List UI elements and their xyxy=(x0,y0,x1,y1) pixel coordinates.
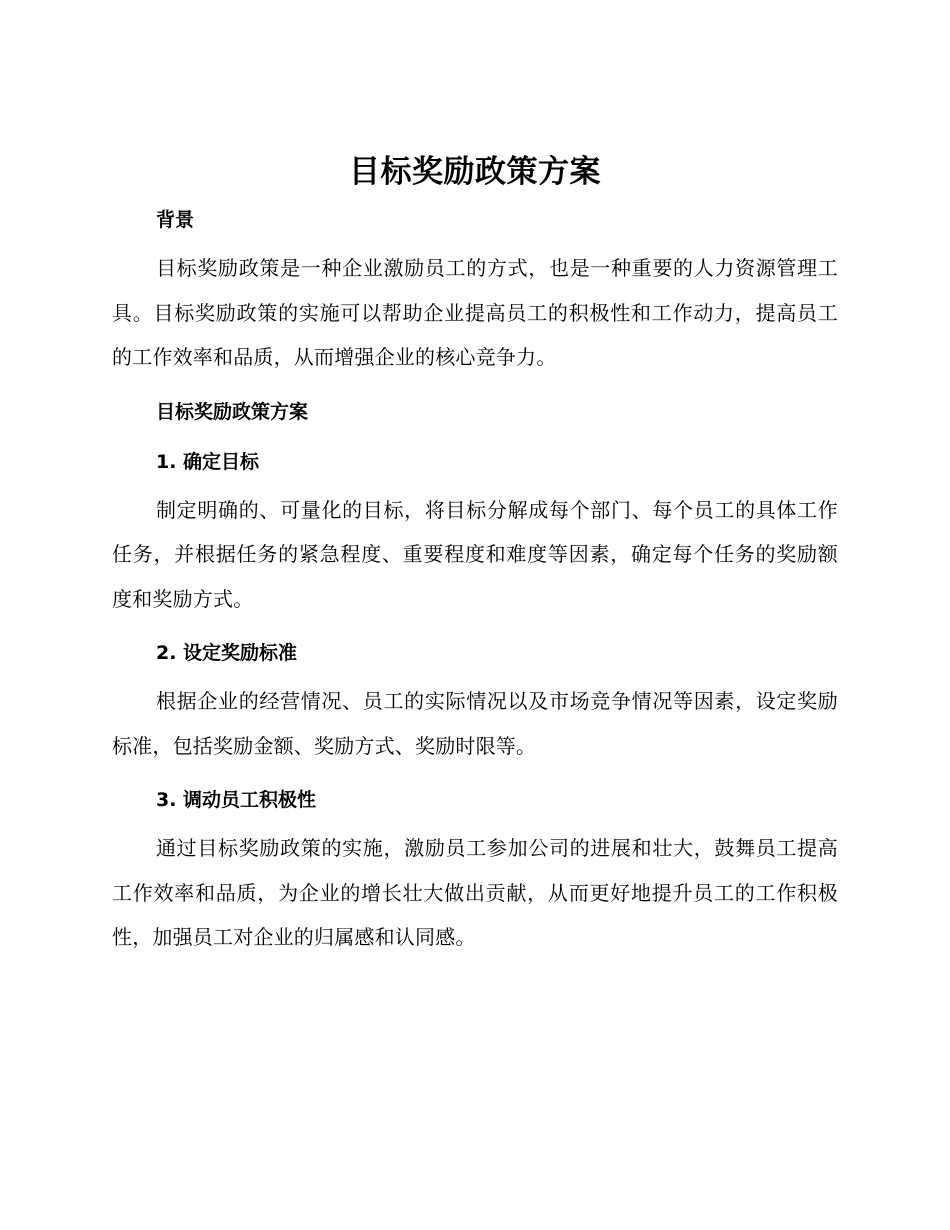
section-heading-reward-standards: 2. 设定奖励标准 xyxy=(156,642,298,664)
section-heading-background: 背景 xyxy=(156,209,195,231)
paragraph-determine-goals: 制定明确的、可量化的目标，将目标分解成每个部门、每个员工的具体工作任务，并根据任务的紧急程度、重要程度和难度等因素，确定每个任务的奖励额度和奖励方式。 xyxy=(112,497,838,611)
document-title: 目标奖励政策方案 xyxy=(349,154,601,190)
paragraph-background: 目标奖励政策是一种企业激励员工的方式，也是一种重要的人力资源管理工具。目标奖励政策的实施可以帮助企业提高员工的积极性和工作动力，提高员工的工作效率和品质，从而增强企业的核心竞争力。 xyxy=(112,256,838,369)
section-heading-plan: 目标奖励政策方案 xyxy=(156,400,309,423)
section-heading-motivate-employees: 3. 调动员工积极性 xyxy=(156,789,317,811)
section-heading-determine-goals: 1. 确定目标 xyxy=(156,450,260,473)
paragraph-motivate-employees: 通过目标奖励政策的实施，激励员工参加公司的进展和壮大，鼓舞员工提高工作效率和品质，为企业的增长壮大做出贡献，从而更好地提升员工的工作积极性，加强员工对企业的归属感和认同感。 xyxy=(112,836,838,949)
paragraph-reward-standards: 根据企业的经营情况、员工的实际情况以及市场竞争情况等因素，设定奖励标准，包括奖励金额、奖励方式、奖励时限等。 xyxy=(112,689,838,758)
